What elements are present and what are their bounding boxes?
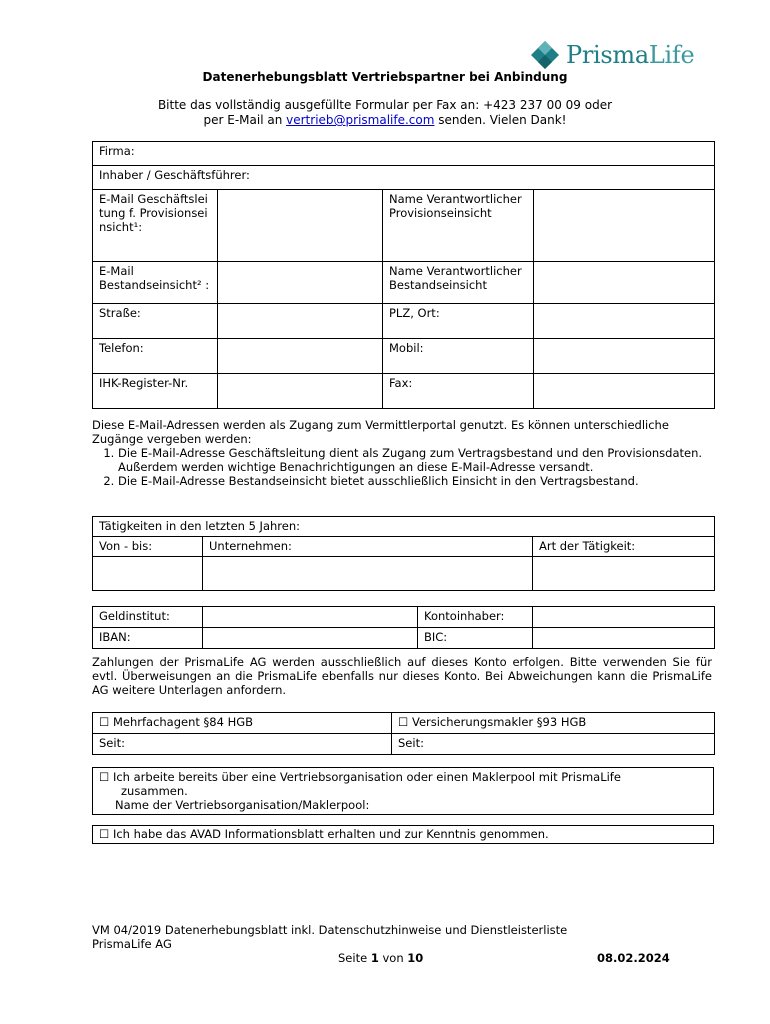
organisation-box — [92, 767, 714, 815]
avad-checkbox[interactable]: ☐ Ich habe das AVAD Informationsblatt erhalten und zur Kenntnis genommen. — [93, 826, 714, 844]
iban-label: IBAN: — [93, 628, 203, 649]
avad-box — [92, 825, 714, 844]
geldinstitut-input[interactable] — [203, 607, 418, 628]
unternehmen-header: Unternehmen: — [203, 537, 533, 557]
plz-label: PLZ, Ort: — [383, 304, 534, 339]
telefon-input[interactable] — [218, 339, 383, 374]
email-best-label: E-Mail Bestandseinsicht² : — [93, 262, 218, 304]
art-header: Art der Tätigkeit: — [533, 537, 715, 557]
kontoinhaber-input[interactable] — [533, 607, 715, 628]
fax-label: Fax: — [383, 374, 534, 409]
email-best-input[interactable] — [218, 262, 383, 304]
company-form-table — [92, 141, 715, 409]
inhaber-field[interactable]: Inhaber / Geschäftsführer: — [93, 166, 715, 190]
payment-note: Zahlungen der PrismaLife AG werden ausschließlich auf dieses Konto erfolgen. Bitte verwenden Sie für evtl. Überweisungen an die PrismaLife ebenfalls nur dieses Konto. Bei Abweichungen kann die PrismaLife AG weitere Unterlagen anfordern. — [92, 655, 712, 697]
company-logo — [530, 40, 694, 70]
von-bis-header: Von - bis: — [93, 537, 203, 557]
ihk-label: IHK-Register-Nr. — [93, 374, 218, 409]
footer — [92, 923, 692, 951]
activities-header: Tätigkeiten in den letzten 5 Jahren: — [93, 517, 715, 537]
seit-field-2[interactable]: Seit: — [392, 734, 715, 755]
mehrfachagent-checkbox[interactable]: ☐ Mehrfachagent §84 HGB — [93, 713, 392, 734]
footer-date: 08.02.2024 — [597, 951, 670, 965]
seit-field-1[interactable]: Seit: — [93, 734, 392, 755]
activities-table — [92, 516, 715, 591]
bank-table — [92, 606, 715, 649]
bic-input[interactable] — [533, 628, 715, 649]
name-prov-input[interactable] — [534, 190, 715, 262]
strasse-label: Straße: — [93, 304, 218, 339]
mobil-input[interactable] — [534, 339, 715, 374]
versicherungsmakler-checkbox[interactable]: ☐ Versicherungsmakler §93 HGB — [392, 713, 715, 734]
broker-table — [92, 712, 715, 755]
footer-doc-ref: VM 04/2019 Datenerhebungsblatt inkl. Datenschutzhinweise und Dienstleisterliste — [92, 923, 568, 937]
organisation-checkbox[interactable]: ☐ Ich arbeite bereits über eine Vertriebsorganisation oder einen Maklerpool mit PrismaLife zusammen. Name der Vertriebsorganisation/Maklerpool: — [93, 768, 714, 815]
art-input[interactable] — [533, 557, 715, 591]
logo-text: PrismaLife — [566, 41, 695, 69]
name-best-label: Name Verantwortlicher Bestandseinsicht — [383, 262, 534, 304]
note-item: 2. Die E-Mail-Adresse Bestandseinsicht bietet ausschließlich Einsicht in den Vertragsbestand. — [118, 474, 712, 488]
kontoinhaber-label: Kontoinhaber: — [418, 607, 533, 628]
email-gl-input[interactable] — [218, 190, 383, 262]
email-notes: Diese E-Mail-Adressen werden als Zugang zum Vermittlerportal genutzt. Es können unterschiedliche Zugänge vergeben werden: 1. Die E-Mail-Adresse Geschäftsleitung dient als Zugang zum Vertragsbestand und den Provisionsdaten. Außerdem werden wichtige Benachrichtigungen an diese E-Mail-Adresse versandt. 2. Die E-Mail-Adresse Bestandseinsicht bietet ausschließlich Einsicht in den Vertragsbestand. — [92, 418, 712, 488]
strasse-input[interactable] — [218, 304, 383, 339]
page-title: Datenerhebungsblatt Vertriebspartner bei Anbindung — [202, 70, 568, 84]
page-number: Seite 1 von 10 — [338, 951, 424, 965]
iban-input[interactable] — [203, 628, 418, 649]
bic-label: BIC: — [418, 628, 533, 649]
mobil-label: Mobil: — [383, 339, 534, 374]
telefon-label: Telefon: — [93, 339, 218, 374]
diamond-logo-icon — [530, 40, 560, 70]
footer-company: PrismaLife AG — [92, 937, 172, 951]
geldinstitut-label: Geldinstitut: — [93, 607, 203, 628]
plz-input[interactable] — [534, 304, 715, 339]
firma-field[interactable]: Firma: — [93, 142, 715, 166]
ihk-input[interactable] — [218, 374, 383, 409]
note-item: 1. Die E-Mail-Adresse Geschäftsleitung dient als Zugang zum Vertragsbestand und den Provisionsdaten. Außerdem werden wichtige Benachrichtigungen an diese E-Mail-Adresse versandt. — [118, 446, 712, 474]
email-link[interactable]: vertrieb@prismalife.com — [286, 113, 435, 127]
von-bis-input[interactable] — [93, 557, 203, 591]
unternehmen-input[interactable] — [203, 557, 533, 591]
name-prov-label: Name Verantwortlicher Provisionseinsicht — [383, 190, 534, 262]
fax-input[interactable] — [534, 374, 715, 409]
intro-text: Bitte das vollständig ausgefüllte Formular per Fax an: +423 237 00 09 oder per E-Mail an vertrieb@prismalife.com senden. Vielen Dank! — [157, 98, 613, 127]
email-gl-label: E-Mail Geschäftsleitung f. Provisionseinsicht¹: — [93, 190, 218, 262]
name-best-input[interactable] — [534, 262, 715, 304]
